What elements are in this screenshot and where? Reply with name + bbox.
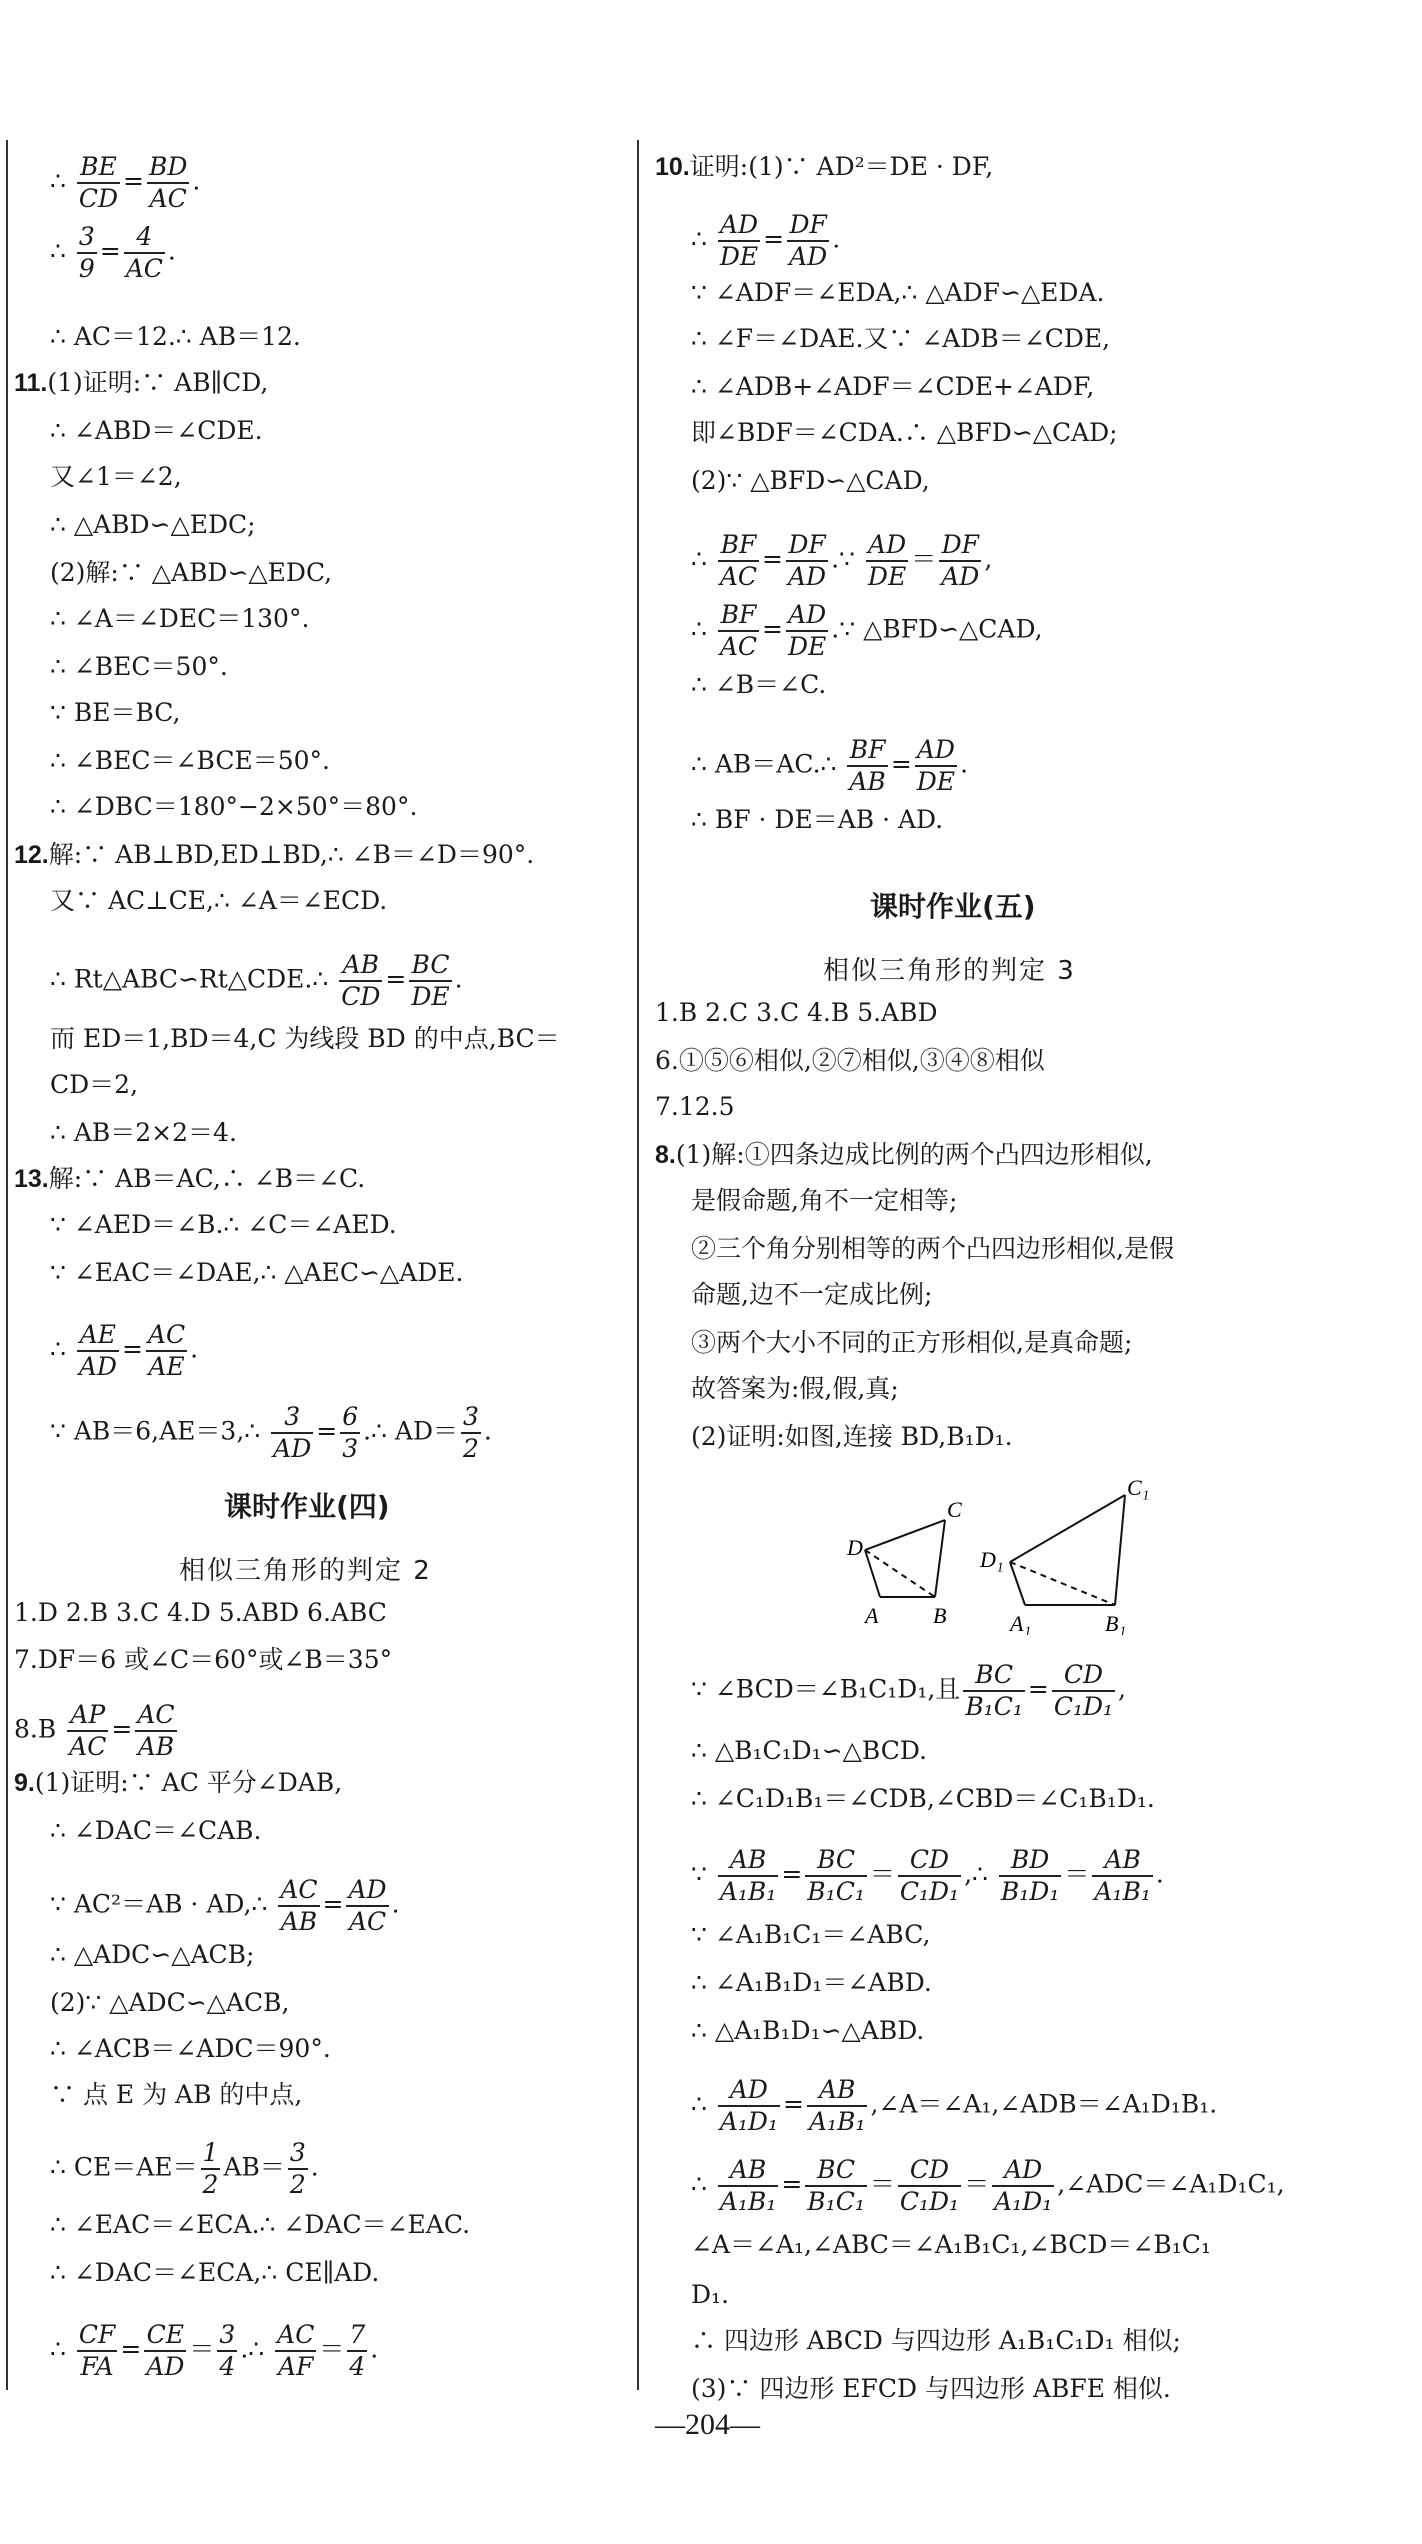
fraction: $\frac{3}{4}$ — [219, 2320, 236, 2381]
column-divider — [637, 140, 639, 2390]
fraction: $\frac{AD}{\text{A₁D₁}}$ — [994, 2155, 1053, 2216]
side-BC — [935, 1520, 945, 1597]
diagonal-BD — [865, 1550, 935, 1597]
fraction: $\frac{1}{2}$ — [202, 2138, 219, 2199]
text-line: ③两个大小不同的正方形相似,是真命题; — [691, 1328, 1133, 1357]
fraction: $\frac{6}{3}$ — [342, 1402, 359, 1463]
text-line: ∴ AB＝2×2＝4. — [50, 1118, 237, 1147]
text-line: ∴ ∠DAC＝∠CAB. — [50, 1816, 262, 1845]
page-number: —204— — [655, 2408, 760, 2441]
text-line: 命题,边不一定成比例; — [691, 1280, 933, 1309]
text-line: ∴ $\frac{3}{9}$ = $\frac{4}{AC}$ . — [50, 222, 176, 283]
text-line: ∴ △A₁B₁D₁∽△ABD. — [691, 2016, 925, 2045]
text-line: ∴ ∠F＝∠DAE.又∵ ∠ADB＝∠CDE, — [691, 324, 1111, 353]
fraction: $\frac{AC}{AE}$ — [147, 1320, 186, 1381]
text-line: ∵ 点 E 为 AB 的中点, — [50, 2080, 303, 2109]
fraction: $\frac{DF}{AD}$ — [788, 530, 827, 591]
text-line: 又∠1＝∠2, — [50, 462, 182, 491]
fraction: $\frac{3}{AD}$ — [273, 1402, 312, 1463]
text-line: 7.12.5 — [655, 1092, 735, 1121]
fraction: $\frac{AD}{DE}$ — [788, 600, 827, 661]
section-subheading: 相似三角形的判定 3 — [823, 956, 1076, 986]
fraction: $\frac{AD}{\text{A₁D₁}}$ — [719, 2075, 779, 2136]
fraction: $\frac{BC}{\text{B₁C₁}}$ — [807, 1845, 865, 1906]
text-line: 13.解:∵ AB＝AC,∴ ∠B＝∠C. — [14, 1164, 366, 1193]
text-line: ∴ ∠C₁D₁B₁＝∠CDB,∠CBD＝∠C₁B₁D₁. — [691, 1784, 1155, 1813]
text-line: D₁. — [691, 2280, 730, 2309]
text-line: 即∠BDF＝∠CDA.∴ △BFD∽△CAD; — [691, 418, 1118, 447]
text-line: 10.证明:(1)∵ AD²＝DE · DF, — [655, 152, 994, 181]
fraction: $\frac{AD}{DE}$ — [867, 530, 907, 591]
label-A: A — [865, 1603, 879, 1628]
text-line: ∴ ∠ADB+∠ADF＝∠CDE+∠ADF, — [691, 372, 1095, 401]
fraction: $\frac{AE}{AD}$ — [78, 1320, 117, 1381]
fraction: $\frac{3}{2}$ — [463, 1402, 479, 1463]
text-line: ∴ $\frac{CF}{FA}$ = $\frac{CE}{AD}$ ＝ $\frac{3}{4}$ .∴ $\frac{AC}{AF}$ ＝ $\frac{7}{4}$ . — [50, 2320, 379, 2381]
text-line: ∴ $\frac{AD}{DE}$ = $\frac{DF}{AD}$ . — [691, 210, 841, 271]
fraction: $\frac{AP}{AC}$ — [69, 1700, 107, 1761]
text-line: 故答案为:假,假,真; — [691, 1374, 899, 1403]
fraction: $\frac{BC}{\text{B₁C₁}}$ — [807, 2155, 865, 2216]
text-line: 7.DF＝6 或∠C＝60°或∠B＝35° — [14, 1645, 393, 1674]
text-line: ∴ Rt△ABC∽Rt△CDE.∴ $\frac{AB}{CD}$ = $\frac{BC}{DE}$ . — [50, 950, 463, 1011]
text-line: ∵ ∠A₁B₁C₁＝∠ABC, — [691, 1920, 931, 1949]
text-line: ∴ ∠DBC＝180°−2×50°＝80°. — [50, 792, 418, 821]
text-line: ∴ $\frac{AE}{AD}$ = $\frac{AC}{AE}$ . — [50, 1320, 199, 1381]
fraction: $\frac{AB}{\text{A₁B₁}}$ — [719, 2155, 777, 2216]
diagonal-B1D1 — [1010, 1562, 1115, 1605]
side-C1D1 — [1010, 1495, 1125, 1562]
label-D: D — [847, 1535, 863, 1560]
section-heading: 课时作业(五) — [870, 890, 1036, 923]
text-line: 8.(1)解:①四条边成比例的两个凸四边形相似, — [655, 1140, 1153, 1169]
label-C: C — [947, 1497, 962, 1522]
text-line: 11.(1)证明:∵ AB∥CD, — [14, 368, 269, 397]
side-B1C1 — [1115, 1495, 1125, 1605]
text-line: ∵ ∠ADF＝∠EDA,∴ △ADF∽△EDA. — [691, 278, 1105, 307]
text-line: ∴ ∠BEC＝∠BCE＝50°. — [50, 746, 330, 775]
text-line: (2)∵ △BFD∽△CAD, — [691, 466, 930, 495]
side-DA — [865, 1550, 880, 1597]
text-line: 是假命题,角不一定相等; — [691, 1186, 958, 1215]
text-line: (2)证明:如图,连接 BD,B₁D₁. — [691, 1422, 1013, 1451]
text-line: ∴ $\frac{BE}{CD}$ = $\frac{BD}{AC}$ . — [50, 152, 201, 213]
side-D1A1 — [1010, 1562, 1025, 1605]
text-line: ∴ AB＝AC.∴ $\frac{BF}{AB}$ = $\frac{AD}{DE}$ . — [691, 735, 969, 796]
fraction: $\frac{7}{4}$ — [349, 2320, 366, 2381]
text-line: (3)∵ 四边形 EFCD 与四边形 ABFE 相似. — [691, 2374, 1171, 2403]
fraction: $\frac{BC}{DE}$ — [411, 950, 450, 1011]
text-line: 而 ED＝1,BD＝4,C 为线段 BD 的中点,BC＝ — [50, 1024, 560, 1053]
fraction: $\frac{BD}{AC}$ — [149, 152, 188, 213]
label-C1: C₁ — [1127, 1475, 1150, 1500]
fraction: $\frac{CD}{\text{C₁D₁}}$ — [1053, 1660, 1114, 1721]
text-line: ∵ ∠EAC＝∠DAE,∴ △AEC∽△ADE. — [50, 1258, 464, 1287]
fraction: $\frac{AB}{CD}$ — [341, 950, 381, 1011]
text-line: ∴ ∠DAC＝∠ECA,∴ CE∥AD. — [50, 2258, 380, 2287]
text-line: 12.解:∵ AB⊥BD,ED⊥BD,∴ ∠B＝∠D＝90°. — [14, 840, 535, 869]
fraction: $\frac{CE}{AD}$ — [146, 2320, 185, 2381]
text-line: ∴ △ADC∽△ACB; — [50, 1940, 255, 1969]
text-line: (2)∵ △ADC∽△ACB, — [50, 1988, 290, 2017]
fraction: $\frac{AB}{\text{A₁B₁}}$ — [808, 2075, 866, 2136]
text-line: ∴ $\frac{BF}{AC}$ = $\frac{AD}{DE}$ .∵ △BFD∽△CAD, — [691, 600, 1043, 661]
fraction: $\frac{AD}{DE}$ — [719, 210, 759, 271]
text-line: ∴ ∠ACB＝∠ADC＝90°. — [50, 2034, 331, 2063]
label-D1: D₁ — [980, 1547, 1004, 1572]
fraction: $\frac{3}{2}$ — [289, 2138, 306, 2199]
text-line: ∴ BF · DE＝AB · AD. — [691, 805, 944, 834]
text-line: 1.D 2.B 3.C 4.D 5.ABD 6.ABC — [14, 1598, 387, 1627]
fraction: $\frac{AB}{\text{A₁B₁}}$ — [1094, 1845, 1151, 1906]
text-line: ∵ ∠BCD＝∠B₁C₁D₁,且 $\frac{BC}{\text{B₁C₁}}$ = $\frac{CD}{\text{C₁D₁}}$ , — [691, 1660, 1126, 1721]
text-line: ∴ ∠ABD＝∠CDE. — [50, 416, 263, 445]
fraction: $\frac{4}{AC}$ — [125, 222, 163, 283]
text-line: ∴ △B₁C₁D₁∽△BCD. — [691, 1736, 927, 1765]
text-line: ∴ $\frac{BF}{AC}$ = $\frac{DF}{AD}$ .∵ $\frac{AD}{DE}$ ＝ $\frac{DF}{AD}$ , — [691, 530, 993, 591]
text-line: ∴ ∠A＝∠DEC＝130°. — [50, 604, 310, 633]
fraction: $\frac{AC}{AB}$ — [280, 1875, 318, 1936]
fraction: $\frac{CF}{FA}$ — [78, 2320, 116, 2381]
text-line: ∴ $\frac{AD}{\text{A₁D₁}}$ = $\frac{AB}{\text{A₁B₁}}$ ,∠A＝∠A₁,∠ADB＝∠A₁D₁B₁. — [691, 2075, 1218, 2136]
text-line: ∵ AC²＝AB · AD,∴ $\frac{AC}{AB}$ = $\frac{AD}{AC}$ . — [50, 1875, 400, 1936]
fraction: $\frac{3}{9}$ — [78, 222, 95, 283]
text-line: 9.(1)证明:∵ AC 平分∠DAB, — [14, 1768, 343, 1797]
text-line: ∴ ∠B＝∠C. — [691, 670, 827, 699]
side-CD — [865, 1520, 945, 1550]
text-line: 8.B $\frac{AP}{AC}$ = $\frac{AC}{AB}$ — [14, 1700, 175, 1761]
label-B: B — [933, 1603, 947, 1628]
fraction: $\frac{BF}{AC}$ — [719, 600, 758, 661]
text-line: ∴ CE＝AE＝ $\frac{1}{2}$ AB＝ $\frac{3}{2}$ . — [50, 2138, 319, 2199]
text-line: ∴ 四边形 ABCD 与四边形 A₁B₁C₁D₁ 相似; — [691, 2326, 1181, 2355]
text-line: 又∵ AC⊥CE,∴ ∠A＝∠ECD. — [50, 886, 388, 915]
text-line: ∴ △ABD∽△EDC; — [50, 510, 256, 539]
fraction: $\frac{CD}{\text{C₁D₁}}$ — [899, 2155, 960, 2216]
text-line: ∴ AC＝12.∴ AB＝12. — [50, 322, 301, 351]
fraction: $\frac{DF}{AD}$ — [941, 530, 980, 591]
fraction: $\frac{AD}{DE}$ — [916, 735, 956, 796]
text-line: ∠A＝∠A₁,∠ABC＝∠A₁B₁C₁,∠BCD＝∠B₁C₁ — [691, 2230, 1211, 2259]
text-line: CD＝2, — [50, 1070, 139, 1099]
text-line: ∵ ∠AED＝∠B.∴ ∠C＝∠AED. — [50, 1210, 397, 1239]
text-line: ∴ $\frac{AB}{\text{A₁B₁}}$ = $\frac{BC}{\text{B₁C₁}}$ ＝ $\frac{CD}{\text{C₁D₁}}$ ＝ $\frac{AD}{\text{A₁D₁}}$ ,∠ADC＝∠A₁D₁C₁, — [691, 2155, 1285, 2216]
fraction: $\frac{BF}{AC}$ — [719, 530, 758, 591]
quadrilateral-figure — [805, 1465, 1325, 1635]
fraction: $\frac{AD}{AC}$ — [348, 1875, 387, 1936]
fraction: $\frac{CD}{\text{C₁D₁}}$ — [899, 1845, 960, 1906]
left-margin-rule — [6, 140, 8, 2390]
text-line: 6.①⑤⑥相似,②⑦相似,③④⑧相似 — [655, 1046, 1045, 1075]
label-A1: A₁ — [1010, 1611, 1032, 1635]
text-line: ∵ AB＝6,AE＝3,∴ $\frac{3}{AD}$ = $\frac{6}{3}$ .∴ AD＝ $\frac{3}{2}$ . — [50, 1402, 492, 1463]
label-B1: B₁ — [1105, 1611, 1127, 1635]
text-line: ②三个角分别相等的两个凸四边形相似,是假 — [691, 1234, 1174, 1263]
text-line: (2)解:∵ △ABD∽△EDC, — [50, 558, 333, 587]
text-line: ∵ BE＝BC, — [50, 698, 181, 727]
fraction: $\frac{BF}{AB}$ — [849, 735, 886, 796]
text-line: ∵ $\frac{AB}{\text{A₁B₁}}$ = $\frac{BC}{\text{B₁C₁}}$ ＝ $\frac{CD}{\text{C₁D₁}}$ ,∴ $\frac{BD}{\text{B₁D₁}}$ ＝ $\frac{AB}{\text{A₁B₁}}$ . — [691, 1845, 1164, 1906]
fraction: $\frac{BE}{CD}$ — [78, 152, 119, 213]
fraction: $\frac{DF}{AD}$ — [789, 210, 828, 271]
section-subheading: 相似三角形的判定 2 — [179, 1556, 432, 1586]
fraction: $\frac{AC}{AF}$ — [277, 2320, 315, 2381]
section-heading: 课时作业(四) — [224, 1490, 390, 1523]
text-line: ∴ ∠BEC＝50°. — [50, 652, 228, 681]
fraction: $\frac{AC}{AB}$ — [137, 1700, 175, 1761]
fraction: $\frac{AB}{\text{A₁B₁}}$ — [719, 1845, 777, 1906]
text-line: 1.B 2.C 3.C 4.B 5.ABD — [655, 998, 938, 1027]
text-line: ∴ ∠EAC＝∠ECA.∴ ∠DAC＝∠EAC. — [50, 2210, 471, 2239]
fraction: $\frac{BD}{\text{B₁D₁}}$ — [1000, 1845, 1060, 1906]
fraction: $\frac{BC}{\text{B₁C₁}}$ — [965, 1660, 1023, 1721]
text-line: ∴ ∠A₁B₁D₁＝∠ABD. — [691, 1968, 932, 1997]
